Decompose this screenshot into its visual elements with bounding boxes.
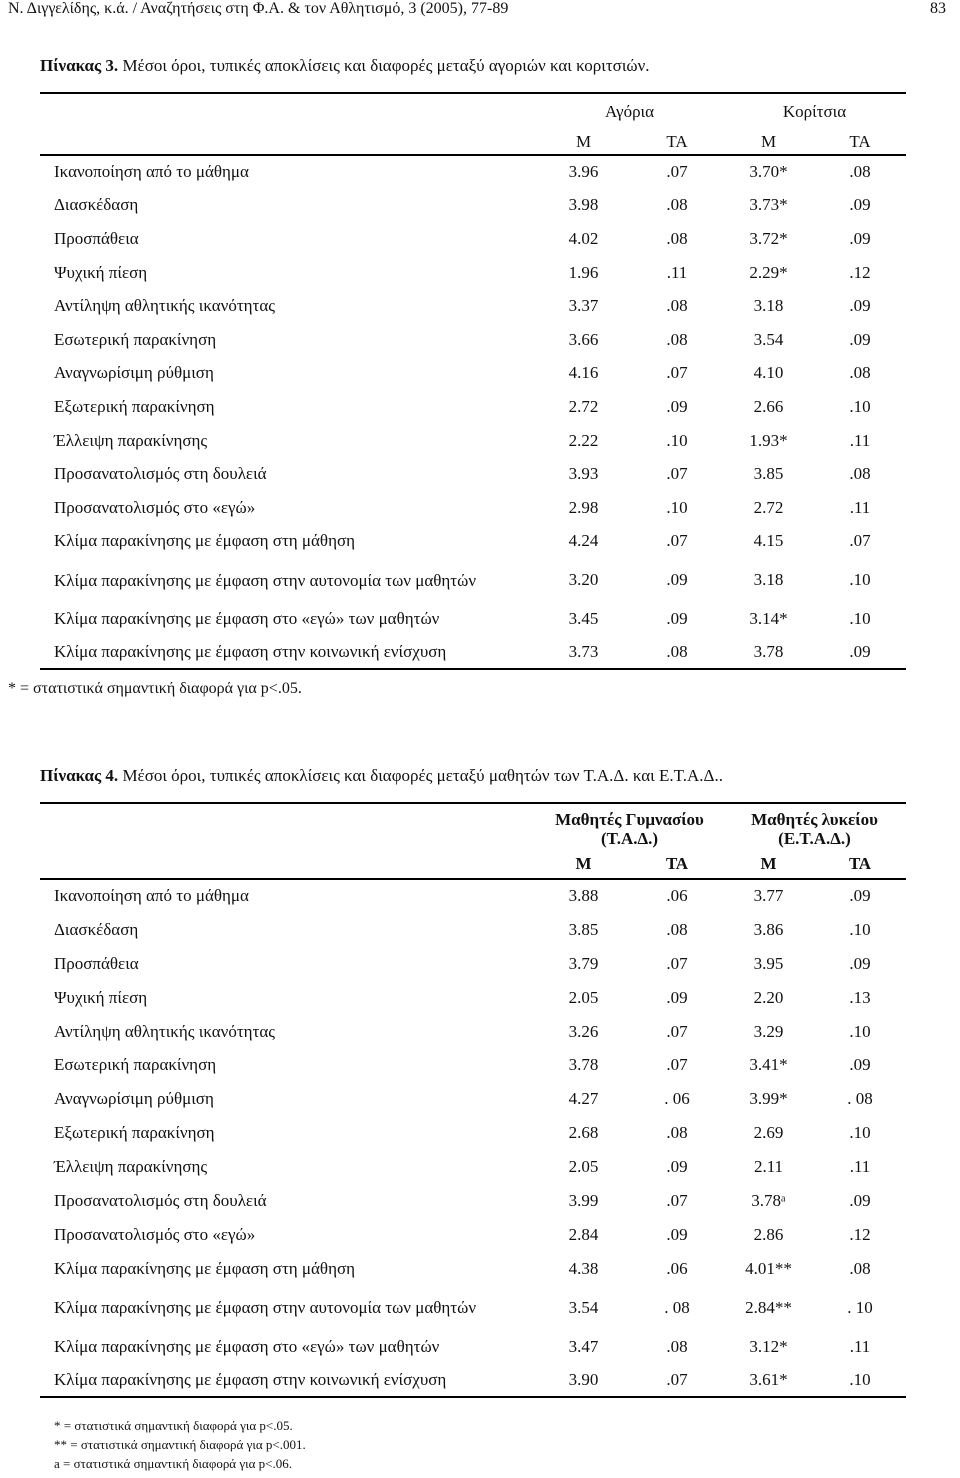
table3-caption-label: Πίνακας 3. [40,56,119,75]
cell-ta2: .12 [849,262,871,282]
footnote: ** = στατιστικά σημαντική διαφορά για p<.001. [54,1437,306,1452]
table4-group-header [40,803,906,849]
table-row [40,457,906,491]
cell-m2: 3.41* [749,1055,788,1075]
table-row [40,1015,906,1049]
table-row [40,357,906,391]
row-label: Προσανατολισμός στη δουλειά [54,1190,267,1210]
row-label: Έλλειψη παρακίνησης [54,430,208,450]
cell-ta1: .06 [666,1258,688,1278]
table-row [40,1330,906,1364]
table-row [40,947,906,981]
cell-ta1: .11 [666,262,688,282]
table-row [40,491,906,525]
cell-m2: 3.73* [749,195,788,215]
table-row [40,1150,906,1184]
cell-ta2: . 10 [847,1297,873,1317]
cell-ta1: .07 [666,162,688,182]
cell-ta2: .10 [849,919,871,939]
table4 [40,802,906,1398]
cell-ta1: .09 [666,1157,688,1177]
table4-col-ta2: ΤΑ [814,849,906,879]
cell-ta2: .09 [849,195,871,215]
row-label: Κλίμα παρακίνησης με έμφαση στην κοινωνική ενίσχυση [40,636,536,670]
cell-ta2: .10 [849,1021,871,1041]
table-row [40,390,906,424]
row-label: Ικανοποίηση από το μάθημα [54,886,249,906]
table4-group2-line1: Μαθητές λυκείου [751,809,878,829]
cell-ta1: .09 [666,396,688,416]
cell-ta2: .09 [849,329,871,349]
table-row [40,879,906,913]
cell-m2: 3.86 [753,919,784,939]
cell-m1: 3.78 [568,1055,599,1075]
table4-col-ta1: ΤΑ [631,849,723,879]
cell-ta1: . 08 [664,1297,690,1317]
cell-ta1: .07 [666,1190,688,1210]
cell-ta2: .11 [849,1157,871,1177]
cell-m1: 4.16 [568,363,599,383]
table3-group-header [40,93,906,129]
cell-m2: 3.78ᵃ [751,1190,786,1210]
table4-col-m2: Μ [723,849,814,879]
row-label: Προσανατολισμός στη δουλειά [54,464,267,484]
cell-m1: 3.47 [568,1336,599,1356]
cell-m1: 2.72 [568,396,599,416]
table-row [40,1286,906,1330]
table-row [40,256,906,290]
cell-ta2: .08 [849,464,871,484]
cell-m2: 3.12* [749,1336,788,1356]
cell-ta1: .08 [666,195,688,215]
cell-m1: 3.20 [568,570,599,590]
cell-ta1: .09 [666,1224,688,1244]
table3-col-m1: Μ [536,129,631,155]
table3-col-ta2: ΤΑ [814,129,906,155]
table3-note: * = στατιστικά σημαντική διαφορά για p<.05. [8,680,302,697]
row-label: Ψυχική πίεση [54,987,148,1007]
cell-ta2: .08 [849,162,871,182]
row-label: Διασκέδαση [54,919,139,939]
row-label: Έλλειψη παρακίνησης [54,1157,208,1177]
cell-m1: 3.98 [568,195,599,215]
cell-ta2: .09 [849,953,871,973]
cell-m1: 3.37 [568,296,599,316]
row-label: Ικανοποίηση από το μάθημα [54,162,249,182]
cell-m1: 3.88 [568,886,599,906]
cell-ta1: .07 [666,1055,688,1075]
table4-group1-line2: (Τ.Α.Δ.) [600,828,659,848]
cell-m2: 3.54 [753,329,784,349]
table-row [40,636,906,670]
cell-ta1: .07 [666,363,688,383]
cell-m2: 4.15 [753,531,784,551]
row-label: Κλίμα παρακίνησης με έμφαση στην κοινωνική ενίσχυση [40,1364,536,1398]
cell-m1: 2.68 [568,1123,599,1143]
table3-col-ta1: ΤΑ [631,129,723,155]
cell-ta2: .09 [849,1055,871,1075]
cell-m2: 3.18 [753,296,784,316]
cell-m1: 3.79 [568,953,599,973]
footnote: a = στατιστικά σημαντική διαφορά για p<.06. [54,1456,292,1471]
table-row [40,602,906,636]
row-label: Αναγνωρίσιμη ρύθμιση [54,363,214,383]
cell-ta1: .07 [666,953,688,973]
table3-sub-header [40,129,906,155]
row-label: Κλίμα παρακίνησης με έμφαση στη μάθηση [54,531,356,551]
cell-m1: 3.93 [568,464,599,484]
table-row [40,1364,906,1398]
row-label: Προσπάθεια [54,228,139,248]
table3-group1: Αγόρια [536,93,723,129]
cell-m1: 3.73 [536,636,631,670]
cell-ta1: .07 [631,1364,723,1398]
table-row [40,1116,906,1150]
cell-m2: 3.70* [749,162,788,182]
table3-col-m2: Μ [723,129,814,155]
cell-m2: 3.99* [749,1089,788,1109]
cell-m2: 3.72* [749,228,788,248]
table4-group1 [536,803,723,849]
cell-ta2: .10 [849,396,871,416]
table-row [40,1184,906,1218]
cell-m2: 4.10 [753,363,784,383]
row-label: Προσπάθεια [54,953,139,973]
cell-ta1: .08 [666,1336,688,1356]
table-row [40,323,906,357]
row-label: Κλίμα παρακίνησης με έμφαση στην αυτονομία των μαθητών [54,1298,477,1318]
cell-m1: 2.84 [568,1224,599,1244]
row-label: Κλίμα παρακίνησης με έμφαση στη μάθηση [54,1258,356,1278]
cell-m1: 3.26 [568,1021,599,1041]
cell-ta2: .09 [849,296,871,316]
cell-m2: 2.20 [753,987,784,1007]
cell-m2: 2.86 [753,1224,784,1244]
row-label: Αναγνωρίσιμη ρύθμιση [54,1089,214,1109]
table4-group2-line2: (Ε.Τ.Α.Δ.) [778,828,851,848]
cell-m2: 3.14* [749,608,788,628]
cell-ta2: . 08 [847,1089,873,1109]
table-row [40,1082,906,1116]
cell-m2: 3.29 [753,1021,784,1041]
row-label: Προσανατολισμός στο «εγώ» [54,1224,256,1244]
cell-m1: 2.05 [568,1157,599,1177]
cell-ta2: .10 [849,608,871,628]
table-row [40,913,906,947]
cell-ta1: .10 [666,497,688,517]
cell-m2: 2.66 [753,396,784,416]
row-label: Εξωτερική παρακίνηση [54,1123,215,1143]
row-label: Εξωτερική παρακίνηση [54,396,215,416]
cell-m1: 3.96 [568,162,599,182]
cell-m2: 2.11 [753,1157,784,1177]
row-label: Κλίμα παρακίνησης με έμφαση στην αυτονομία των μαθητών [54,570,477,590]
row-label: Ψυχική πίεση [54,262,148,282]
cell-ta2: .11 [849,430,871,450]
cell-ta2: .08 [849,363,871,383]
cell-ta1: .06 [666,886,688,906]
cell-ta1: .10 [666,430,688,450]
row-label: Διασκέδαση [54,195,139,215]
table4-footnotes [54,1416,306,1473]
table4-group1-line1: Μαθητές Γυμνασίου [555,809,704,829]
table-row [40,1218,906,1252]
row-label: Προσανατολισμός στο «εγώ» [54,497,256,517]
row-label: Κλίμα παρακίνησης με έμφαση στο «εγώ» των μαθητών [54,1336,440,1356]
cell-ta1: .09 [666,608,688,628]
cell-m1: 4.38 [568,1258,599,1278]
table-row [40,222,906,256]
page-header [8,0,946,22]
cell-m2: 3.95 [753,953,784,973]
cell-ta2: .13 [849,987,871,1007]
cell-m1: 4.27 [568,1089,599,1109]
table-row [40,289,906,323]
table-row [40,525,906,559]
cell-ta2: .09 [814,636,906,670]
table-row [40,155,906,189]
table4-sub-header [40,849,906,879]
table3-body [40,155,906,669]
table3-group2: Κορίτσια [723,93,906,129]
table4-caption-text: Μέσοι όροι, τυπικές αποκλίσεις και διαφορές μεταξύ μαθητών των Τ.Α.Δ. και Ε.Τ.Α.Δ.. [118,766,723,785]
cell-ta2: .11 [849,497,871,517]
cell-ta1: .07 [666,464,688,484]
table-row [40,558,906,602]
cell-ta2: .07 [849,531,871,551]
table-row [40,1252,906,1286]
cell-ta2: .09 [849,228,871,248]
cell-ta2: .12 [849,1224,871,1244]
cell-ta1: .08 [666,1123,688,1143]
cell-ta2: .10 [849,570,871,590]
cell-m2: 3.78 [723,636,814,670]
cell-m1: 3.66 [568,329,599,349]
cell-ta1: .08 [666,228,688,248]
cell-ta1: .08 [666,919,688,939]
cell-ta2: .09 [849,1190,871,1210]
cell-m2: 4.01** [745,1258,792,1278]
cell-m1: 2.05 [568,987,599,1007]
cell-ta1: .08 [666,329,688,349]
cell-m1: 3.54 [568,1297,599,1317]
cell-m1: 3.45 [568,608,599,628]
row-label: Αντίληψη αθλητικής ικανότητας [54,296,276,316]
cell-m2: 3.85 [753,464,784,484]
cell-ta1: .09 [666,570,688,590]
cell-m1: 4.24 [568,531,599,551]
cell-m1: 3.85 [568,919,599,939]
cell-m2: 2.72 [753,497,784,517]
table-row [40,1048,906,1082]
row-label: Κλίμα παρακίνησης με έμφαση στο «εγώ» των μαθητών [54,608,440,628]
table4-col-m1: Μ [536,849,631,879]
cell-ta2: .09 [849,886,871,906]
cell-m2: 3.18 [753,570,784,590]
cell-m2: 2.69 [753,1123,784,1143]
cell-m1: 2.98 [568,497,599,517]
row-label: Εσωτερική παρακίνηση [54,329,217,349]
cell-ta1: . 06 [664,1089,690,1109]
row-label: Αντίληψη αθλητικής ικανότητας [54,1021,276,1041]
table-row [40,981,906,1015]
table3-caption [40,56,650,76]
cell-m2: 2.29* [749,262,788,282]
running-head: Ν. Διγγελίδης, κ.ά. / Αναζητήσεις στη Φ.Α. & τον Αθλητισμό, 3 (2005), 77-89 [8,0,509,17]
cell-m2: 2.84** [745,1297,792,1317]
table3 [40,92,906,670]
cell-ta2: .10 [849,1123,871,1143]
cell-m2: 3.61* [723,1364,814,1398]
cell-ta1: .08 [631,636,723,670]
cell-ta1: .07 [666,531,688,551]
table-row [40,424,906,458]
cell-m2: 3.77 [753,886,784,906]
row-label: Εσωτερική παρακίνηση [54,1055,217,1075]
cell-m1: 3.90 [536,1364,631,1398]
cell-m1: 4.02 [568,228,599,248]
cell-ta2: .08 [849,1258,871,1278]
cell-m2: 1.93* [749,430,788,450]
page-number: 83 [930,0,946,17]
cell-m1: 2.22 [568,430,599,450]
table4-body [40,879,906,1397]
cell-ta1: .08 [666,296,688,316]
table4-caption [40,766,723,786]
table-row [40,189,906,223]
cell-ta1: .09 [666,987,688,1007]
table3-caption-text: Μέσοι όροι, τυπικές αποκλίσεις και διαφορές μεταξύ αγοριών και κοριτσιών. [118,56,650,75]
cell-ta1: .07 [666,1021,688,1041]
cell-ta2: .11 [849,1336,871,1356]
cell-m1: 1.96 [568,262,599,282]
cell-ta2: .10 [814,1364,906,1398]
footnote: * = στατιστικά σημαντική διαφορά για p<.05. [54,1418,293,1433]
cell-m1: 3.99 [568,1190,599,1210]
table4-caption-label: Πίνακας 4. [40,766,119,785]
table4-group2 [723,803,906,849]
